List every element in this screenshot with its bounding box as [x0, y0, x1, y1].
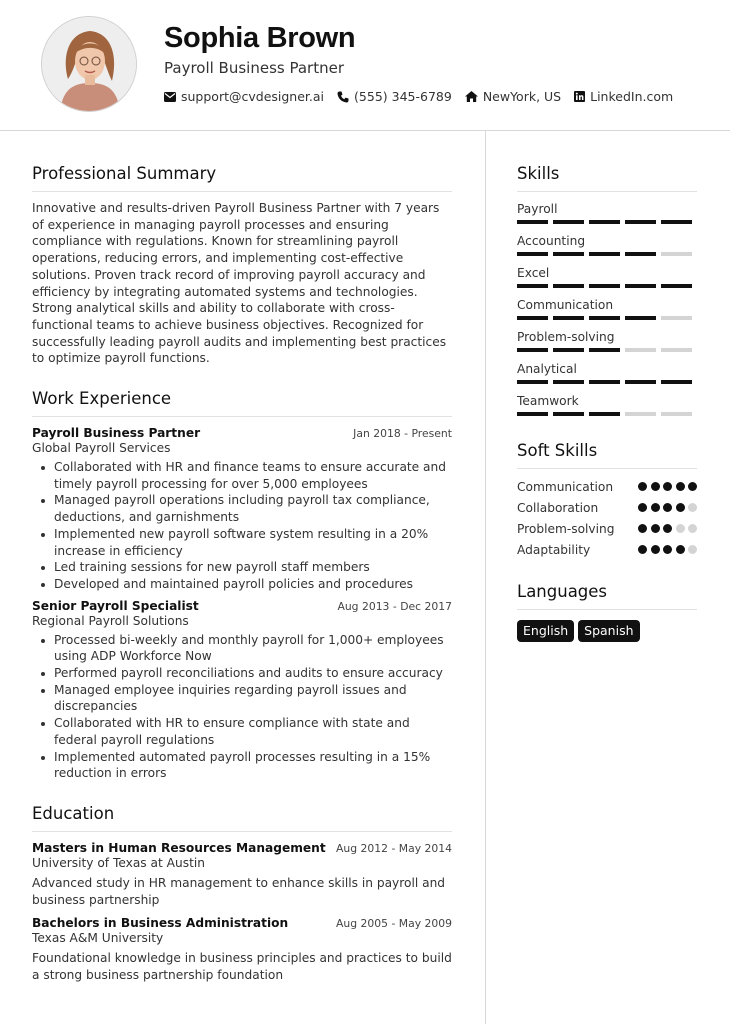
skill-level-segment [625, 252, 656, 256]
rating-dot [638, 545, 647, 554]
skill-level-bar [517, 348, 697, 352]
section-divider [517, 609, 697, 610]
skill-name: Payroll [517, 202, 558, 216]
skill-level-bar [517, 412, 697, 416]
job-date: Jan 2018 - Present [353, 427, 452, 441]
phone-icon [337, 91, 349, 103]
profile-photo-icon [42, 17, 137, 112]
contact-phone[interactable] [337, 89, 452, 104]
summary-text: Innovative and results-driven Payroll Business Partner with 7 years of experience in managing payroll processes and ensuring compliance with regulations. Known for streamlining payroll operations, reducing errors, and implementing cost-effective solutions. Proven track record of improving payroll accuracy and efficiency by integrating automated systems and technologies. Strong analytical skills and ability to collaborate with cross-functional teams to achieve business objectives. Recognized for successfully leading payroll audits and implementing best practices to optimize payroll functions. [32, 201, 447, 366]
skill-level-segment [661, 284, 692, 288]
soft-skill-rating [635, 482, 698, 491]
skill-name: Excel [517, 266, 550, 280]
skill-name: Problem-solving [517, 330, 615, 344]
rating-dot [663, 524, 672, 533]
skill-level-segment [553, 252, 584, 256]
rating-dot [638, 524, 647, 533]
skill-level-segment [517, 348, 548, 352]
rating-dot [651, 545, 660, 554]
rating-dot [676, 524, 685, 533]
skill-level-segment [625, 316, 656, 320]
job-entry [32, 426, 452, 593]
skill-level-segment [589, 316, 620, 320]
skills-section [517, 164, 697, 416]
job-title: Payroll Business Partner [32, 426, 201, 441]
candidate-name: Sophia Brown [164, 22, 356, 54]
rating-dot [663, 503, 672, 512]
job-company: Global Payroll Services [32, 441, 171, 456]
skill-level-segment [553, 412, 584, 416]
main-column [32, 131, 452, 984]
section-divider [517, 468, 697, 469]
skill-level-segment [553, 316, 584, 320]
skill-level-segment [553, 284, 584, 288]
skill-level-segment [517, 380, 548, 384]
rating-dot [676, 545, 685, 554]
school-name: Texas A&M University [32, 931, 164, 946]
skill-level-segment [589, 220, 620, 224]
degree-title: Masters in Human Resources Management [32, 840, 326, 855]
section-divider [32, 416, 452, 417]
skill-level-segment [517, 284, 548, 288]
skill-name: Teamwork [517, 394, 579, 408]
soft-skill-name: Communication [517, 479, 614, 494]
skill-item [517, 266, 697, 288]
rating-dot [651, 503, 660, 512]
soft-skill-rating [635, 524, 698, 533]
list-item: Managed payroll operations including payroll tax compliance, deductions, and garnishments [32, 492, 452, 525]
soft-skill-name: Collaboration [517, 500, 599, 515]
soft-skill-item [517, 539, 697, 560]
soft-skill-item [517, 518, 697, 539]
skill-level-segment [661, 348, 692, 352]
skill-level-segment [625, 284, 656, 288]
degree-title: Bachelors in Business Administration [32, 916, 289, 931]
rating-dot [688, 524, 697, 533]
skill-item [517, 202, 697, 224]
section-title: Skills [517, 164, 560, 183]
rating-dot [663, 545, 672, 554]
job-title: Senior Payroll Specialist [32, 598, 199, 613]
section-title: Professional Summary [32, 164, 217, 183]
skill-level-segment [661, 412, 692, 416]
skill-level-segment [589, 412, 620, 416]
phone-text: (555) 345-6789 [354, 89, 452, 104]
skill-item [517, 362, 697, 384]
language-badge: English [517, 620, 574, 642]
skill-level-segment [661, 220, 692, 224]
skill-level-segment [661, 252, 692, 256]
skill-level-segment [625, 220, 656, 224]
skill-level-segment [553, 220, 584, 224]
skill-level-segment [553, 380, 584, 384]
soft-skill-name: Problem-solving [517, 521, 615, 536]
skill-level-bar [517, 316, 697, 320]
skill-level-segment [589, 348, 620, 352]
contact-location [465, 89, 561, 104]
soft-skill-item [517, 497, 697, 518]
side-column [517, 131, 697, 642]
rating-dot [651, 482, 660, 491]
skill-name: Accounting [517, 234, 586, 248]
education-section [32, 804, 452, 984]
skill-level-segment [517, 220, 548, 224]
rating-dot [638, 482, 647, 491]
list-item: Implemented automated payroll processes resulting in a 15% reduction in errors [32, 749, 452, 782]
job-bullets [32, 459, 452, 593]
skills-list [517, 202, 697, 416]
rating-dot [688, 503, 697, 512]
resume-header [0, 0, 730, 131]
experience-section [32, 389, 452, 782]
skill-level-bar [517, 380, 697, 384]
languages-list [517, 620, 697, 642]
education-entry [32, 916, 452, 983]
contact-linkedin[interactable] [574, 89, 673, 104]
skill-level-segment [517, 252, 548, 256]
rating-dot [638, 503, 647, 512]
candidate-title: Payroll Business Partner [164, 59, 344, 77]
soft-skill-item [517, 476, 697, 497]
soft-skills-list [517, 476, 697, 560]
rating-dot [688, 545, 697, 554]
skill-level-segment [517, 316, 548, 320]
envelope-icon [164, 92, 176, 102]
avatar [41, 16, 137, 112]
linkedin-text: LinkedIn.com [590, 89, 674, 104]
skill-level-segment [625, 348, 656, 352]
skill-level-segment [553, 348, 584, 352]
list-item: Led training sessions for new payroll staff members [32, 559, 452, 576]
rating-dot [676, 482, 685, 491]
job-date: Aug 2013 - Dec 2017 [337, 599, 452, 613]
skill-item [517, 234, 697, 256]
linkedin-icon [574, 91, 585, 102]
skill-item [517, 394, 697, 416]
skill-level-segment [661, 380, 692, 384]
section-divider [32, 191, 452, 192]
email-text: support@cvdesigner.ai [181, 89, 325, 104]
section-title: Soft Skills [517, 441, 598, 460]
section-divider [517, 191, 697, 192]
list-item: Processed bi-weekly and monthly payroll for 1,000+ employees using ADP Workforce Now [32, 632, 452, 665]
education-date: Aug 2012 - May 2014 [336, 841, 452, 855]
job-entry [32, 599, 452, 782]
soft-skills-section [517, 441, 697, 560]
education-date: Aug 2005 - May 2009 [336, 917, 452, 931]
skill-level-bar [517, 252, 697, 256]
list-item: Collaborated with HR to ensure compliance with state and federal payroll regulations [32, 715, 452, 748]
skill-item [517, 298, 697, 320]
skill-level-segment [625, 412, 656, 416]
education-entry [32, 841, 452, 908]
section-title: Languages [517, 582, 608, 601]
section-title: Education [32, 803, 115, 823]
column-divider [485, 131, 486, 1024]
list-item: Managed employee inquiries regarding payroll issues and discrepancies [32, 682, 452, 715]
skill-level-segment [589, 380, 620, 384]
language-badge: Spanish [578, 620, 639, 642]
skill-name: Communication [517, 298, 614, 312]
location-text: NewYork, US [482, 89, 562, 104]
languages-section [517, 582, 697, 642]
skill-level-segment [589, 252, 620, 256]
education-description: Foundational knowledge in business principles and practices to build a strong business partnership foundation [32, 951, 452, 983]
job-bullets [32, 632, 452, 782]
home-icon [465, 91, 478, 102]
section-divider [32, 831, 452, 832]
school-name: University of Texas at Austin [32, 855, 205, 870]
summary-section [32, 164, 452, 367]
list-item: Implemented new payroll software system resulting in a 20% increase in efficiency [32, 526, 452, 559]
education-description: Advanced study in HR management to enhance skills in payroll and business partnership [32, 875, 446, 907]
rating-dot [663, 482, 672, 491]
skill-level-segment [625, 380, 656, 384]
soft-skill-rating [635, 545, 698, 554]
section-title: Work Experience [32, 389, 172, 409]
skill-level-segment [517, 412, 548, 416]
skill-level-segment [661, 316, 692, 320]
skill-level-bar [517, 284, 697, 288]
contact-bar [164, 89, 686, 104]
list-item: Performed payroll reconciliations and audits to ensure accuracy [32, 665, 452, 682]
list-item: Developed and maintained payroll policies and procedures [32, 576, 452, 593]
rating-dot [676, 503, 685, 512]
contact-email[interactable] [164, 89, 324, 104]
rating-dot [688, 482, 697, 491]
list-item: Collaborated with HR and finance teams to ensure accurate and timely payroll processing for over 5,000 employees [32, 459, 452, 492]
soft-skill-rating [635, 503, 698, 512]
skill-name: Analytical [517, 362, 577, 376]
rating-dot [651, 524, 660, 533]
skill-level-bar [517, 220, 697, 224]
skill-level-segment [589, 284, 620, 288]
soft-skill-name: Adaptability [517, 542, 591, 557]
skill-item [517, 330, 697, 352]
job-company: Regional Payroll Solutions [32, 613, 189, 628]
